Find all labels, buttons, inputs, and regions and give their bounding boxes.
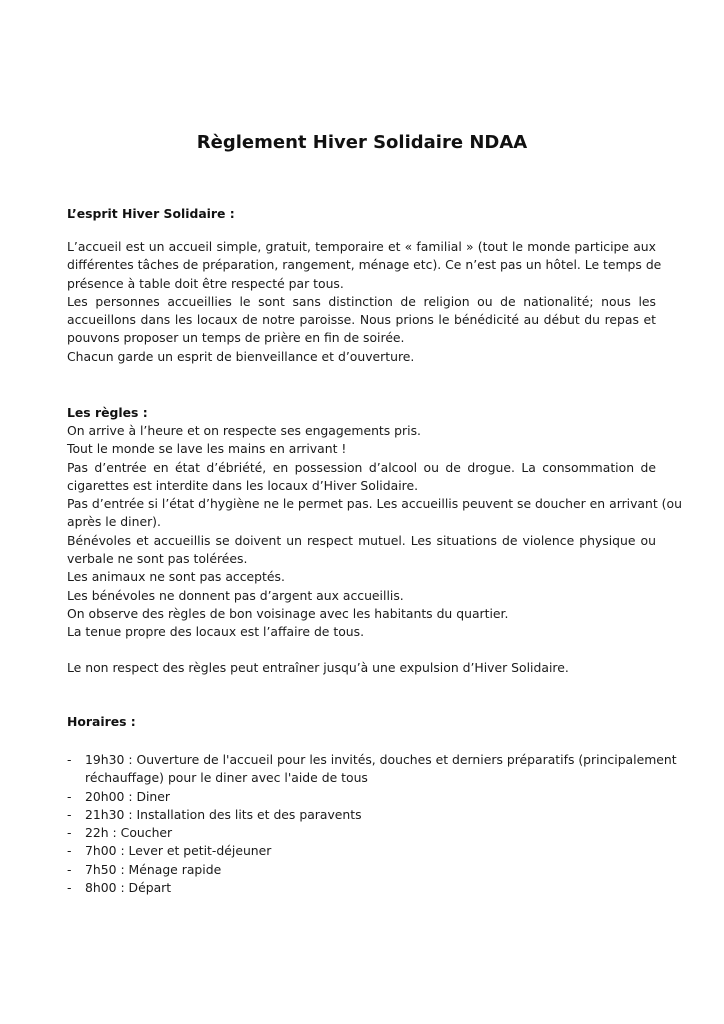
text-line: accueillons dans les locaux de notre paroisse. Nous prions le bénédicité au début du repas et	[67, 312, 656, 328]
regles-warning	[67, 659, 656, 677]
text-line: On observe des règles de bon voisinage avec les habitants du quartier.	[67, 605, 509, 621]
text-line: Bénévoles et accueillis se doivent un respect mutuel. Les situations de violence physique ou	[67, 532, 656, 548]
esprit-paragraph	[67, 238, 662, 366]
schedule-item-text: 20h00 : Diner	[85, 788, 170, 804]
regles-paragraph	[67, 422, 682, 642]
page-title: Règlement Hiver Solidaire NDAA	[196, 132, 528, 153]
section-heading-regles: Les règles :	[67, 405, 148, 420]
text-line: pouvons proposer un temps de prière en fin de soirée.	[67, 330, 405, 346]
text-line: L’accueil est un accueil simple, gratuit, temporaire et « familial » (tout le monde participe aux	[67, 239, 656, 254]
text-line: cigarettes est interdite dans les locaux d’Hiver Solidaire.	[67, 477, 419, 493]
section-heading-esprit: L’esprit Hiver Solidaire :	[67, 206, 235, 221]
text-line: Le non respect des règles peut entraîner jusqu’à une expulsion d’Hiver Solidaire.	[67, 660, 569, 675]
bullet-dash-icon: -	[67, 880, 72, 896]
schedule-item-text: 22h : Coucher	[85, 825, 173, 841]
schedule-item-text: réchauffage) pour le diner avec l'aide de tous	[85, 770, 368, 786]
text-line: Tout le monde se lave les mains en arrivant !	[67, 441, 347, 457]
bullet-dash-icon: -	[67, 825, 72, 841]
schedule-item-text: 19h30 : Ouverture de l'accueil pour les invités, douches et derniers préparatifs (principalement	[85, 752, 677, 767]
bullet-dash-icon: -	[67, 788, 72, 804]
schedule-item	[67, 861, 656, 879]
text-line: après le diner).	[67, 514, 161, 530]
section-heading-horaires: Horaires :	[67, 714, 136, 729]
text-line: On arrive à l’heure et on respecte ses engagements pris.	[67, 423, 421, 438]
bullet-dash-icon: -	[67, 861, 72, 877]
text-line: La tenue propre des locaux est l’affaire de tous.	[67, 624, 365, 640]
text-line: présence à table doit être respecté par tous.	[67, 275, 344, 291]
schedule-list	[67, 751, 677, 897]
schedule-item-text: 21h30 : Installation des lits et des paravents	[85, 806, 362, 822]
schedule-item-text: 8h00 : Départ	[85, 880, 172, 896]
text-line: Les animaux ne sont pas acceptés.	[67, 569, 285, 585]
schedule-item	[67, 842, 656, 860]
schedule-item-text: 7h50 : Ménage rapide	[85, 861, 222, 877]
bullet-dash-icon: -	[67, 752, 72, 767]
schedule-item	[67, 751, 677, 788]
text-line: Chacun garde un esprit de bienveillance et d’ouverture.	[67, 348, 415, 364]
schedule-item	[67, 788, 656, 806]
text-line: Pas d’entrée en état d’ébriété, en possession d’alcool ou de drogue. La consommation de	[67, 459, 656, 475]
text-line: Les personnes accueillies le sont sans distinction de religion ou de nationalité; nous les	[67, 293, 656, 309]
text-line: verbale ne sont pas tolérées.	[67, 551, 248, 567]
schedule-item	[67, 806, 656, 824]
text-line: Pas d’entrée si l’état d’hygiène ne le permet pas. Les accueillis peuvent se doucher en arrivant (ou	[67, 496, 682, 512]
bullet-dash-icon: -	[67, 843, 72, 859]
schedule-item	[67, 824, 656, 842]
schedule-item	[67, 879, 656, 897]
schedule-item-text: 7h00 : Lever et petit-déjeuner	[85, 843, 272, 859]
bullet-dash-icon: -	[67, 806, 72, 822]
text-line: différentes tâches de préparation, rangement, ménage etc). Ce n’est pas un hôtel. Le temps de	[67, 257, 662, 273]
text-line: Les bénévoles ne donnent pas d’argent aux accueillis.	[67, 587, 404, 603]
